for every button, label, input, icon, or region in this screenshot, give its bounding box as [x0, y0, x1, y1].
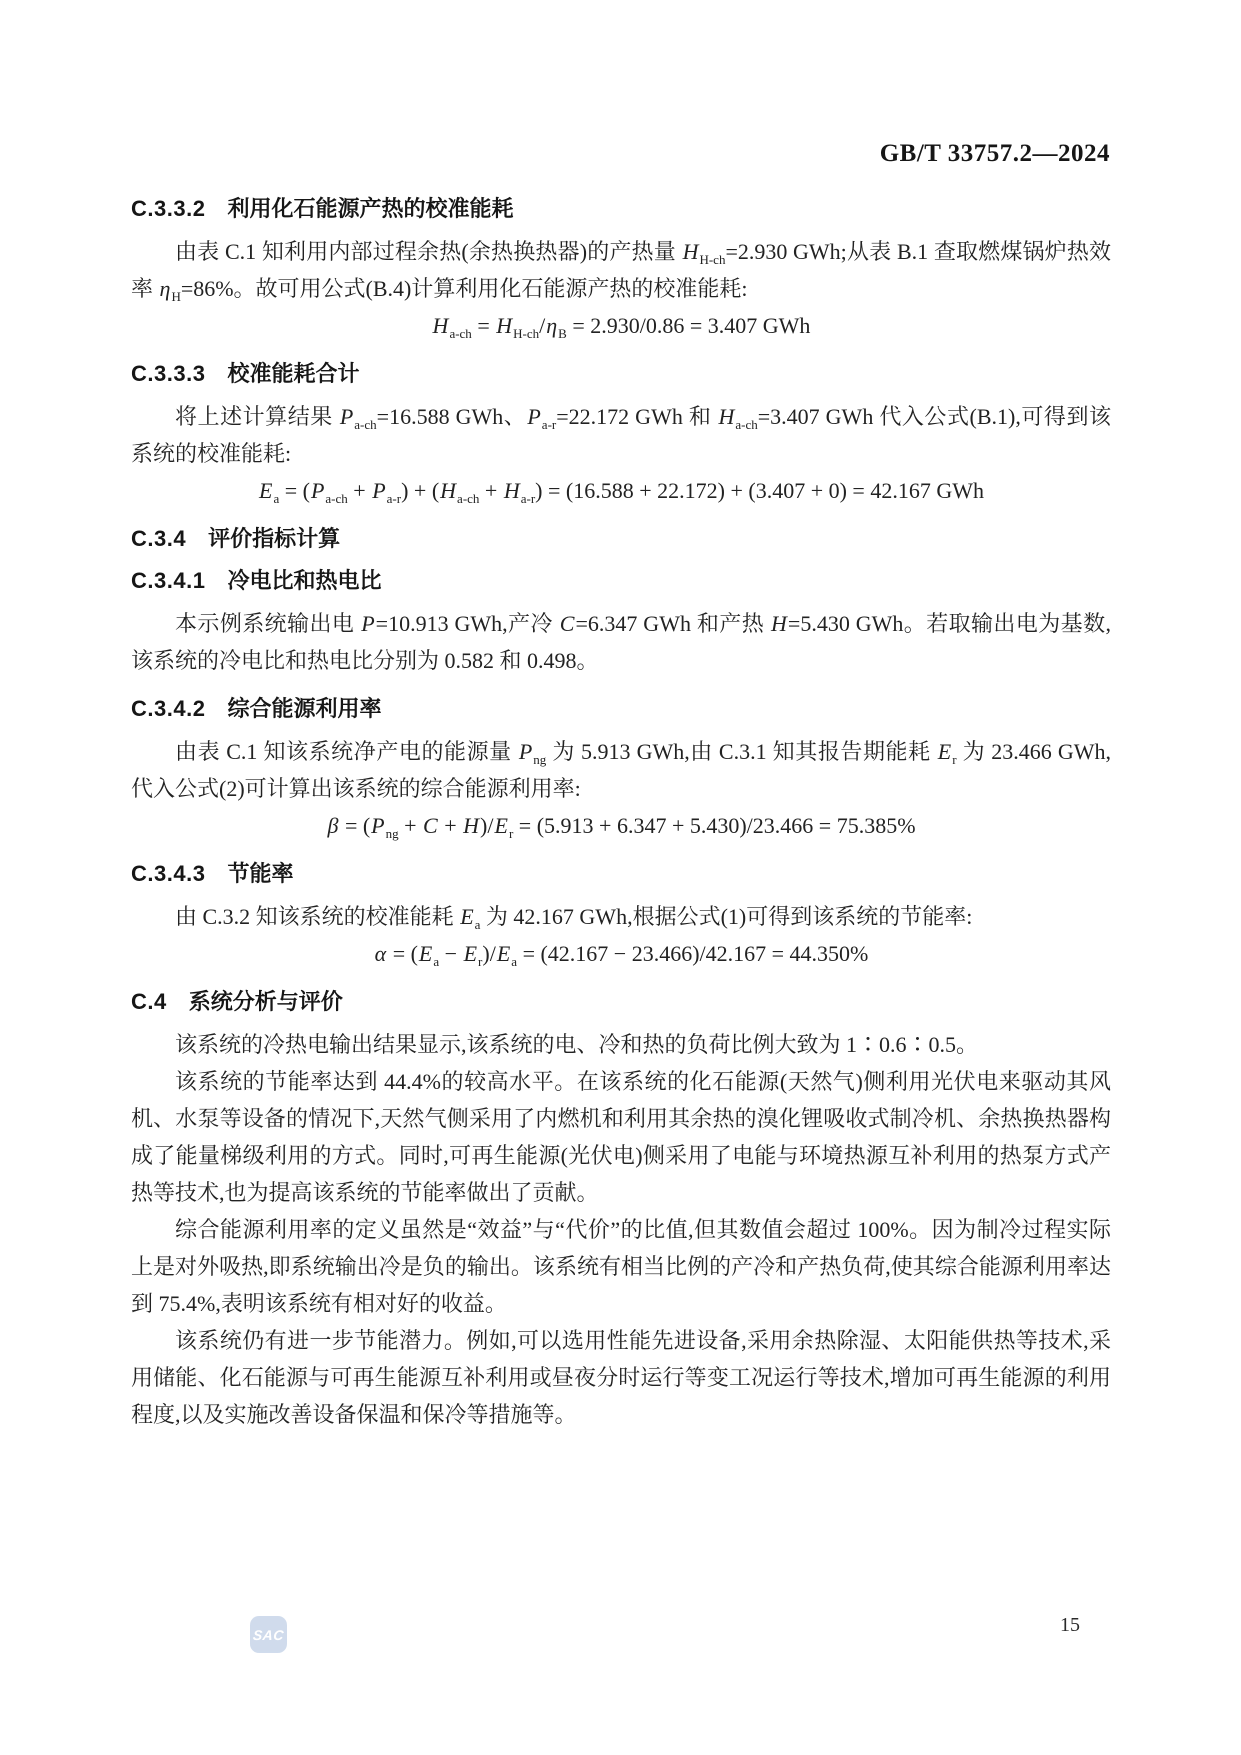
section-heading-C.3.3.3 — [131, 362, 1111, 386]
math-variable: P — [527, 404, 541, 429]
document-body — [131, 179, 1111, 1433]
math-variable: E — [494, 813, 508, 838]
formula: $E_a = (P_{a-ch} + P_{a-r}) + (H_{a-ch} + H_{a-r}) = (16.588 + 22.172) + (3.407 + 0) = 42.167$ GWh — [258, 478, 984, 506]
math-variable: C — [423, 813, 438, 838]
math-subscript: ng — [533, 752, 547, 767]
math-subscript: a-ch — [735, 417, 758, 432]
formula: $H_{a-ch} = H_{H-ch}/\eta_B = 2.930/0.86 = 3.407$ GWh — [432, 313, 811, 341]
math-subscript: a-r — [520, 491, 536, 506]
math-subscript: a-ch — [325, 491, 348, 506]
math-subscript: a — [433, 954, 440, 969]
math-variable: η — [546, 313, 558, 338]
math-variable: P — [361, 611, 375, 636]
section-heading-C.3.4.1 — [131, 569, 1111, 593]
math-subscript: a-ch — [354, 417, 377, 432]
paragraph: 该系统的冷热电输出结果显示,该系统的电、冷和热的负荷比例大致为 1∶0.6∶0.5。 — [175, 1032, 979, 1057]
section-heading-C.3.3.2 — [131, 197, 1111, 221]
section-number: C.3.4 — [131, 526, 187, 551]
section-title: 系统分析与评价 — [188, 989, 343, 1014]
section-number: C.3.3.3 — [131, 361, 206, 386]
math-subscript: a — [474, 917, 481, 932]
math-variable: P — [372, 478, 386, 503]
math-variable: P — [518, 739, 533, 764]
math-variable: C — [559, 611, 575, 636]
math-variable: α — [374, 941, 387, 966]
math-variable: H — [463, 813, 480, 838]
math-subscript: a-ch — [449, 326, 472, 341]
math-subscript: r — [952, 752, 957, 767]
math-subscript: ng — [385, 826, 399, 841]
paragraph: 由表 C.1 知该系统净产电的能源量 $P_{ng}$ 为 5.913 GWh,由 C.3.1 知其报告期能耗 $E_r$ 为 23.466 GWh,代入公式(2)可计算出该系统的综合能源利用率: — [131, 739, 1112, 801]
math-subscript: a — [511, 954, 518, 969]
math-variable: H — [771, 611, 787, 636]
section-number: C.3.4.1 — [131, 568, 206, 593]
page-number: 15 — [1060, 1614, 1080, 1636]
math-variable: η — [159, 276, 171, 301]
paragraph: 由表 C.1 知利用内部过程余热(余热换热器)的产热量 $H_{H-ch}=2.930$ GWh;从表 B.1 查取燃煤锅炉热效率 $\eta_H=86\%$。故可用公式(B.4)计算利用化石能源产热的校准能耗: — [131, 239, 1111, 304]
section-number: C.4 — [131, 989, 167, 1014]
math-variable: E — [463, 941, 478, 966]
section-title: 校准能耗合计 — [227, 361, 360, 386]
sac-logo — [250, 1616, 287, 1653]
math-variable: H — [440, 478, 457, 503]
formula: $\beta = (P_{ng} + C + H)/E_r = (5.913 + 6.347 + 5.430)/23.466 = 75.385\%$ — [327, 813, 916, 841]
formula: $\alpha = (E_a - E_r)/E_a = (42.167 - 23.466)/42.167 = 44.350\%$ — [374, 941, 869, 969]
math-variable: P — [371, 813, 385, 838]
math-variable: E — [418, 941, 433, 966]
math-variable: β — [327, 813, 339, 838]
math-subscript: a-r — [541, 417, 557, 432]
paragraph: 将上述计算结果 $P_{a-ch}=16.588$ GWh、$P_{a-r}=22.172$ GWh 和 $H_{a-ch}=3.407$ GWh 代入公式(B.1),可得到该系统的校准能耗: — [131, 404, 1111, 466]
section-number: C.3.3.2 — [131, 196, 206, 221]
math-variable: P — [339, 404, 354, 429]
math-subscript: B — [558, 326, 567, 341]
section-title: 综合能源利用率 — [227, 696, 382, 721]
paragraph: 该系统仍有进一步节能潜力。例如,可以选用性能先进设备,采用余热除湿、太阳能供热等技术,采用储能、化石能源与可再生能源互补利用或昼夜分时运行等变工况运行等技术,增加可再生能源的利用程度,以及实施改善设备保温和保冷等措施等。 — [131, 1328, 1111, 1427]
section-number: C.3.4.2 — [131, 696, 206, 721]
math-subscript: H-ch — [513, 326, 540, 341]
paragraph: 该系统的节能率达到 44.4%的较高水平。在该系统的化石能源(天然气)侧利用光伏电来驱动其风机、水泵等设备的情况下,天然气侧采用了内燃机和利用其余热的溴化锂吸收式制冷机、余热换热器构成了能量梯级利用的方式。同时,可再生能源(光伏电)侧采用了电能与环境热源互补利用的热泵方式产热等技术,也为提高该系统的节能率做出了贡献。 — [131, 1069, 1111, 1205]
math-variable: H — [432, 313, 449, 338]
math-variable: P — [310, 478, 325, 503]
math-variable: E — [258, 478, 273, 503]
paragraph: 由 C.3.2 知该系统的校准能耗 $E_a$ 为 42.167 GWh,根据公式(1)可得到该系统的节能率: — [175, 904, 973, 932]
section-heading-C.4 — [131, 990, 1111, 1014]
math-subscript: H-ch — [699, 252, 726, 267]
section-title: 评价指标计算 — [208, 526, 341, 551]
math-variable: E — [496, 941, 511, 966]
math-subscript: r — [478, 954, 483, 969]
math-subscript: a-r — [386, 491, 402, 506]
section-heading-C.3.4 — [131, 527, 1111, 551]
section-number: C.3.4.3 — [131, 861, 206, 886]
math-variable: H — [496, 313, 513, 338]
section-title: 冷电比和热电比 — [227, 568, 382, 593]
math-subscript: a-ch — [457, 491, 480, 506]
math-variable: H — [682, 239, 699, 264]
paragraph: 综合能源利用率的定义虽然是“效益”与“代价”的比值,但其数值会超过 100%。因为制冷过程实际上是对外吸热,即系统输出冷是负的输出。该系统有相当比例的产冷和产热负荷,使其综合能源利用率达到 75.4%,表明该系统有相对好的收益。 — [131, 1217, 1111, 1316]
math-subscript: a — [273, 491, 280, 506]
math-subscript: r — [508, 826, 514, 841]
sac-logo-text: SAC — [252, 1626, 285, 1643]
math-variable: H — [503, 478, 520, 503]
section-heading-C.3.4.3 — [131, 862, 1111, 886]
section-title: 节能率 — [227, 861, 294, 886]
math-variable: H — [718, 404, 735, 429]
section-title: 利用化石能源产热的校准能耗 — [227, 196, 514, 221]
section-heading-C.3.4.2 — [131, 697, 1111, 721]
paragraph: 本示例系统输出电 P=10.913 GWh,产冷 C=6.347 GWh 和产热 H=5.430 GWh。若取输出电为基数,该系统的冷电比和热电比分别为 0.582 和 0.498。 — [131, 611, 1111, 673]
standard-number-header: GB/T 33757.2—2024 — [879, 140, 1110, 167]
math-subscript: H — [171, 289, 181, 304]
math-variable: E — [460, 904, 474, 929]
math-variable: E — [937, 739, 952, 764]
